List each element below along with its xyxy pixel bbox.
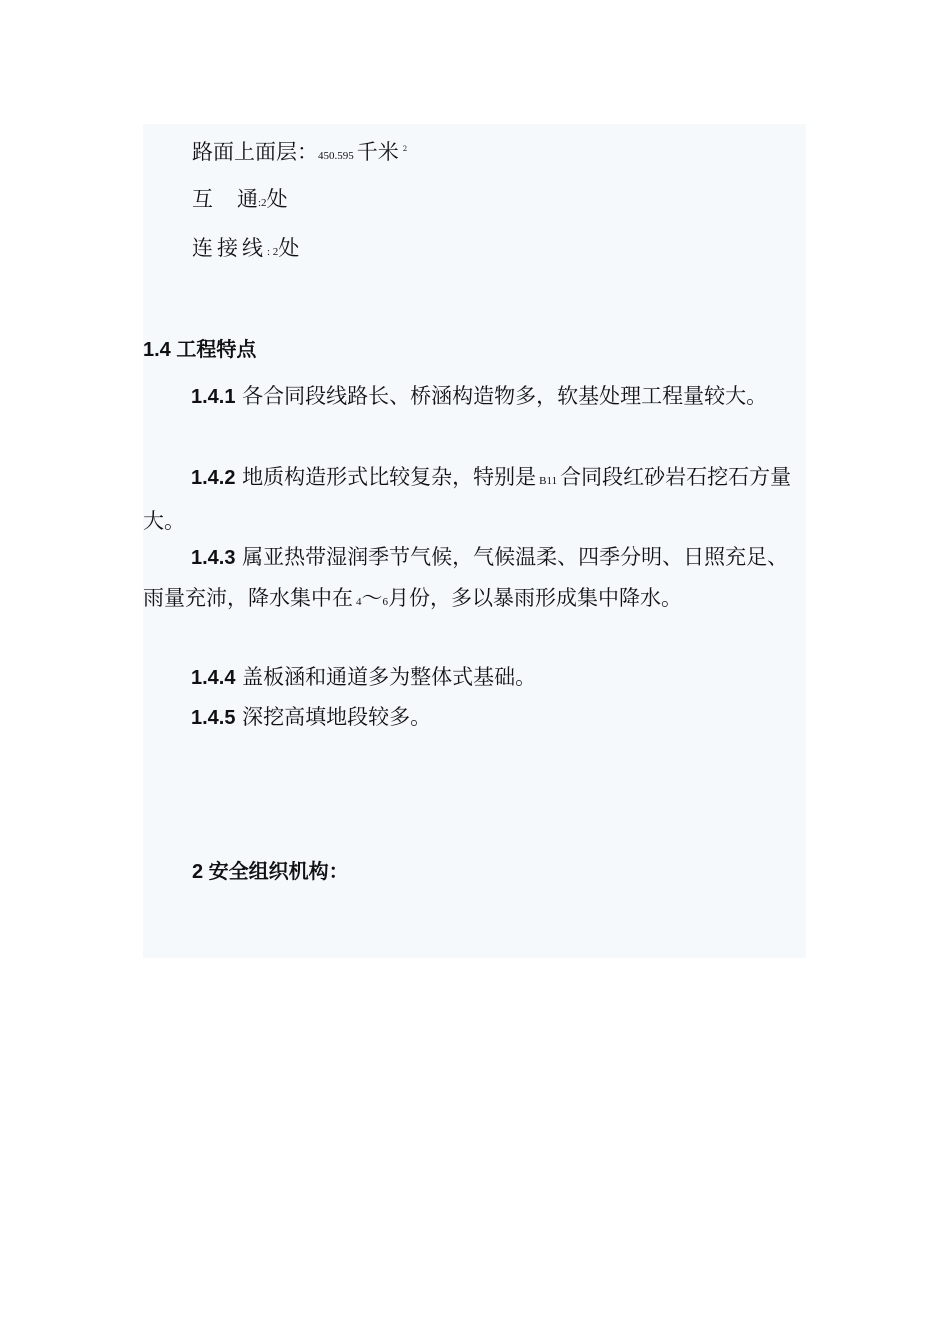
point-1-4-4	[143, 657, 798, 698]
road-surface-unit: 千米	[356, 140, 399, 164]
point-1-4-2-text-b: 合同段红砂岩石挖石方量大。	[143, 465, 792, 533]
point-1-4-5-num: 1.4.5	[191, 707, 236, 729]
road-surface-value: 450.595	[318, 150, 354, 162]
road-surface-sup: 2	[402, 145, 408, 153]
point-1-4-3-text-a: 属亚热带湿润季节气候，气候温柔、四季分明、日照充足、雨量充沛，降水集中在	[143, 545, 789, 610]
interchange-label-a: 互	[192, 187, 213, 211]
point-1-4-2-text-a: 地质构造形式比较复杂，特别是	[242, 465, 537, 489]
point-1-4-3-tilde: ～	[361, 586, 383, 610]
point-1-4-1-num: 1.4.1	[191, 386, 236, 408]
point-1-4-5	[143, 697, 798, 738]
point-1-4-3-text-b: 月份，多以暴雨形成集中降水。	[388, 586, 682, 610]
point-1-4-3-month-start: 4	[356, 596, 362, 608]
connector-line	[192, 233, 299, 267]
section-1-4-title: 1.4 工程特点	[143, 339, 257, 361]
point-1-4-2	[143, 457, 798, 541]
connector-unit: 处	[278, 236, 300, 260]
point-1-4-2-code: B11	[539, 475, 558, 487]
interchange-line	[192, 184, 288, 218]
road-surface-line	[192, 134, 407, 171]
point-1-4-4-text: 盖板涵和通道多为整体式基础。	[242, 665, 537, 689]
point-1-4-3	[143, 537, 798, 622]
interchange-label-b: 通	[237, 187, 258, 211]
connector-label: 连接线	[192, 236, 267, 260]
point-1-4-3-month-end: 6	[382, 596, 388, 608]
connector-sep: : 2	[267, 246, 279, 258]
point-1-4-1	[143, 376, 798, 417]
point-1-4-2-num: 1.4.2	[191, 467, 236, 489]
point-1-4-5-text: 深挖高填地段较多。	[242, 705, 432, 729]
point-1-4-4-num: 1.4.4	[191, 667, 236, 689]
interchange-unit: 处	[266, 187, 288, 211]
section-2-title: 2 安全组织机构：	[192, 861, 349, 883]
point-1-4-3-num: 1.4.3	[191, 547, 236, 569]
point-1-4-1-text: 各合同段线路长、桥涵构造物多，软基处理工程量较大。	[242, 384, 768, 408]
interchange-sep: :2	[258, 197, 267, 209]
road-surface-label: 路面上面层：	[192, 140, 318, 164]
